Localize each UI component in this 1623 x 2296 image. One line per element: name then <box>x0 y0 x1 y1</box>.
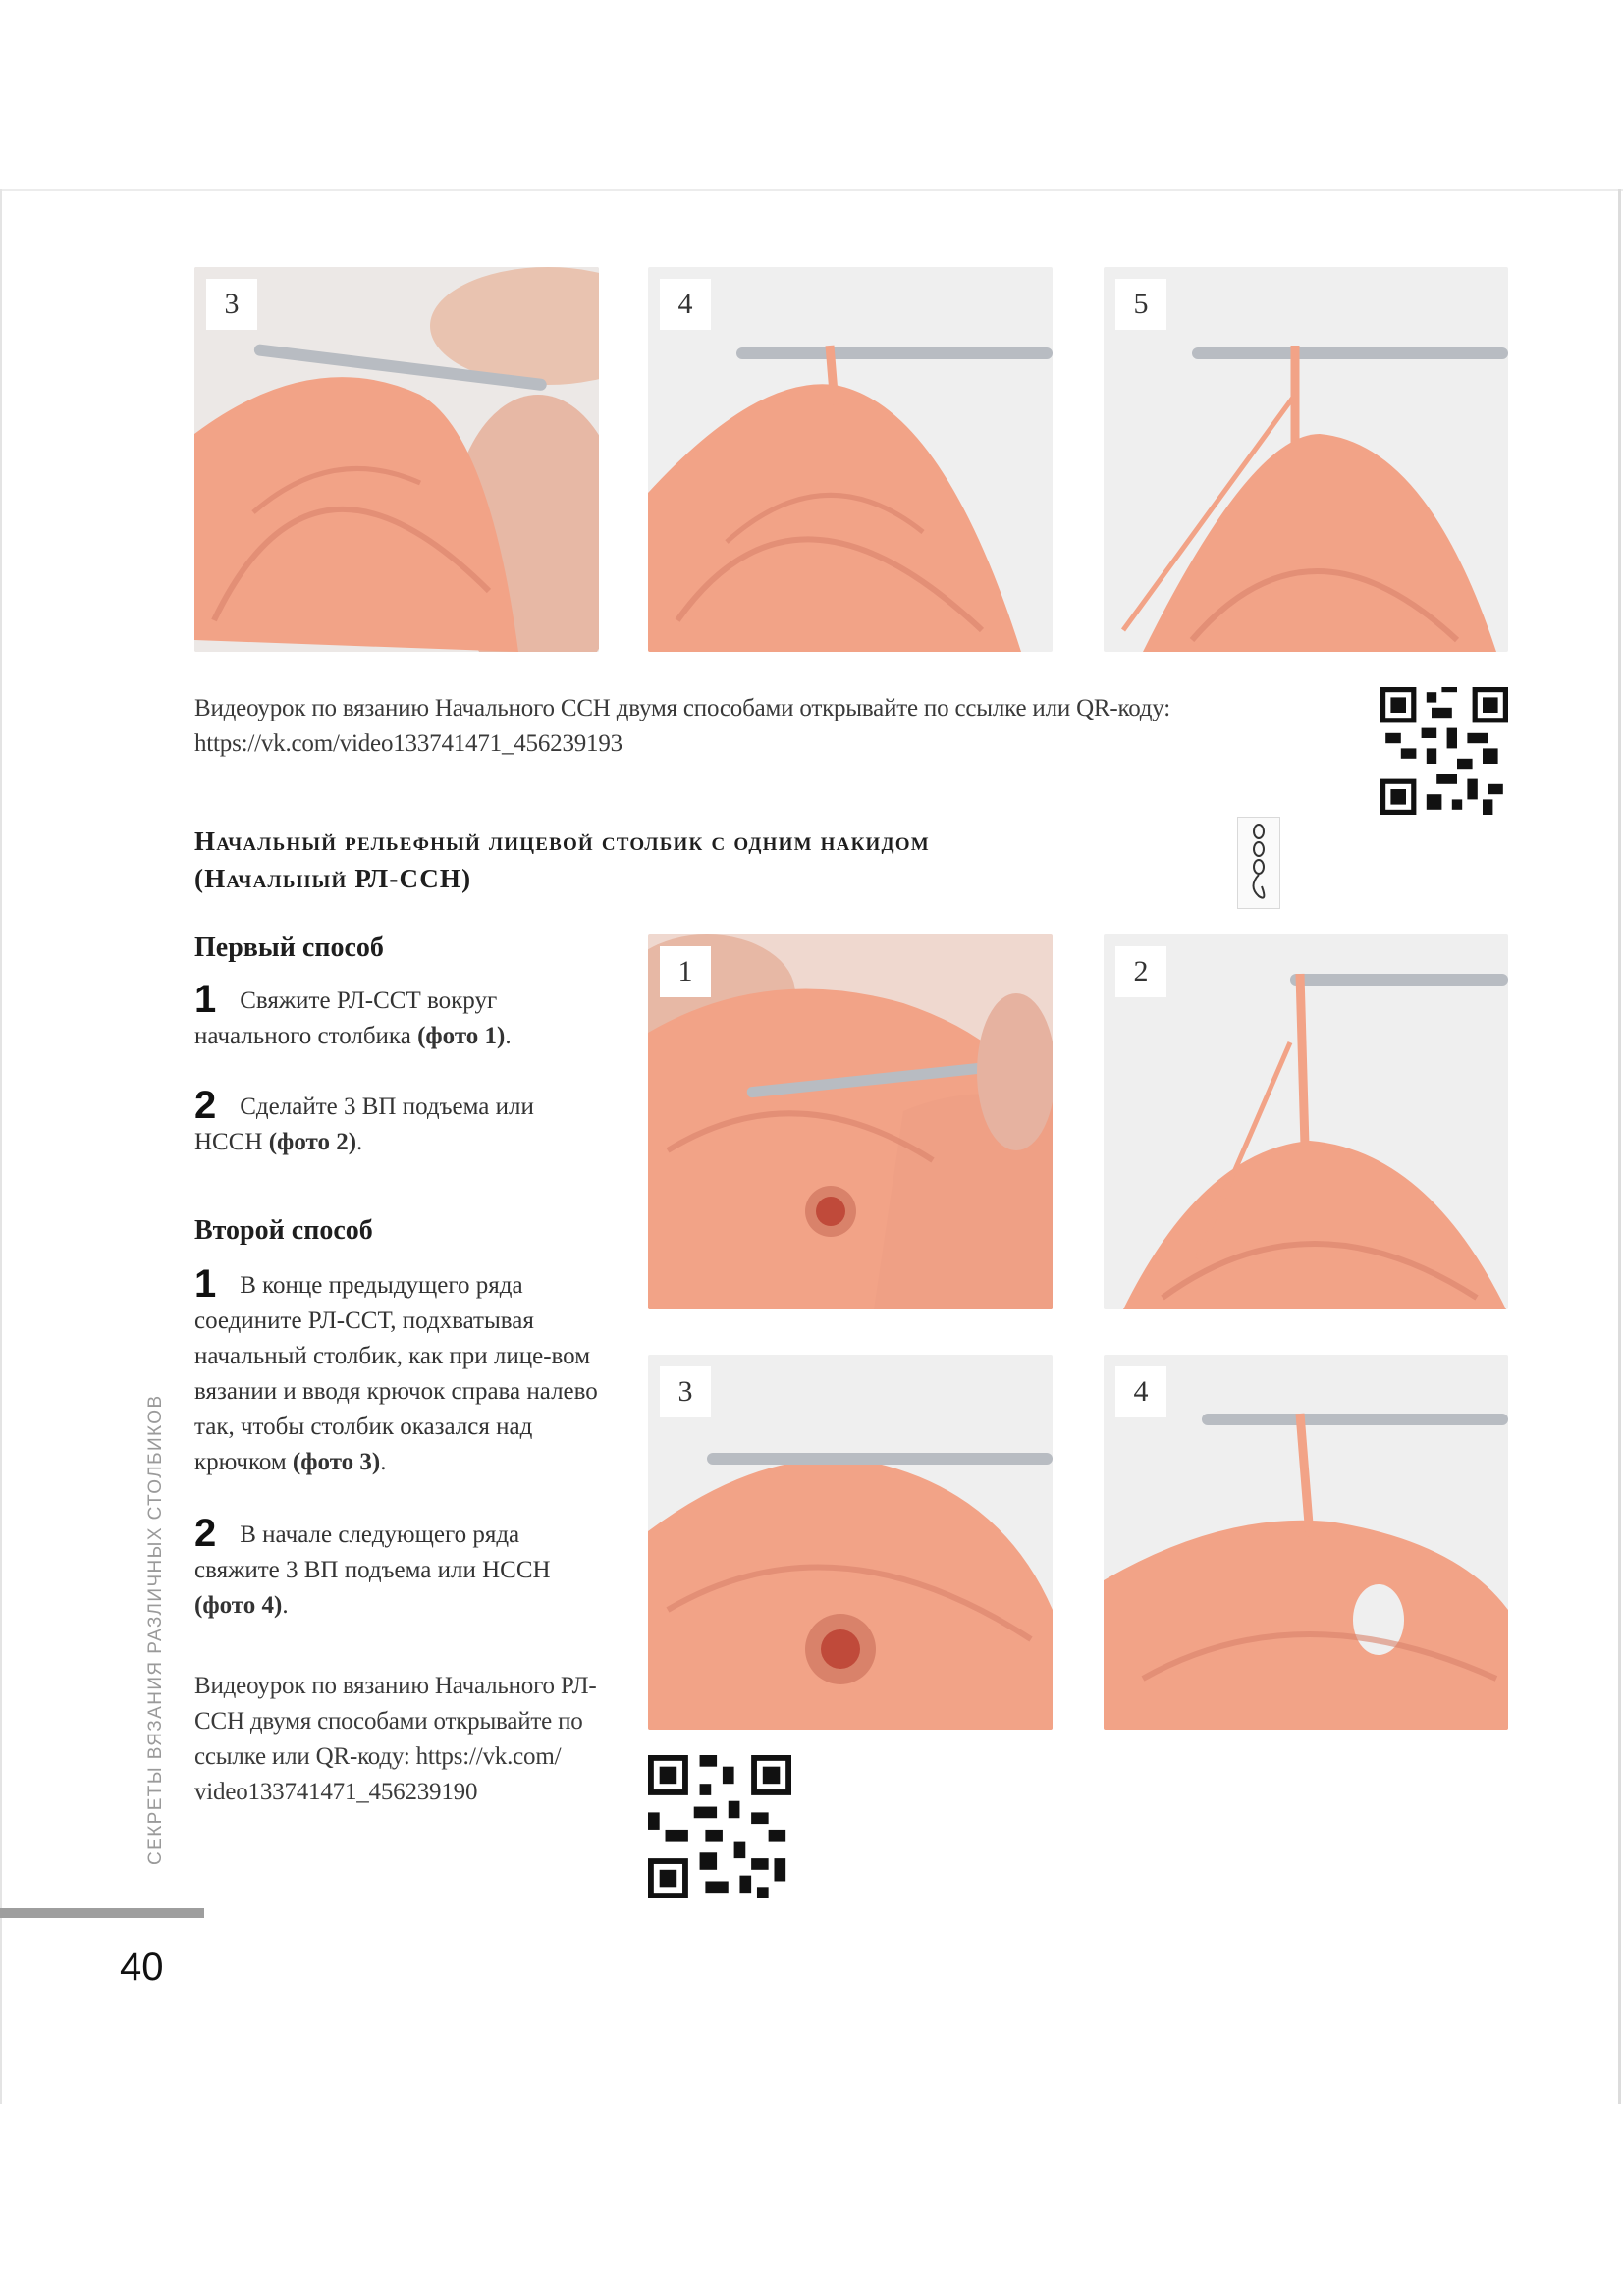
step-number: 2 <box>194 1084 217 1127</box>
photo-reference: (фото 3) <box>292 1449 381 1475</box>
photo-number: 2 <box>1115 946 1166 997</box>
photo-grid-3 <box>648 1355 1053 1730</box>
step-number: 2 <box>194 1512 217 1555</box>
page-edge-left <box>0 189 2 2104</box>
qr-code-1[interactable] <box>1380 687 1508 815</box>
qr-code-icon <box>1380 687 1508 815</box>
step-text: Сделайте 3 ВП подъема или НССН <box>194 1094 534 1155</box>
method-1-step-1 <box>194 978 607 1054</box>
photo-number: 3 <box>206 279 257 330</box>
photo-grid-1 <box>648 934 1053 1309</box>
method-2-heading: Второй способ <box>194 1215 373 1246</box>
section-title <box>194 823 1216 897</box>
video-caption-1 <box>194 691 1373 762</box>
caption-text: Видеоурок по вязанию Начального ССН двумя способами открывайте по ссылке или QR-коду: <box>194 695 1171 721</box>
photo-number: 1 <box>660 946 711 997</box>
step-end: . <box>380 1449 387 1475</box>
step-end: . <box>356 1129 363 1155</box>
page-number: 40 <box>120 1946 164 1989</box>
photo-number: 4 <box>660 279 711 330</box>
photo-reference: (фото 4) <box>194 1592 283 1619</box>
video-caption-2: Видеоурок по вязанию Начального РЛ-ССН двумя способами открывайте по ссылке или QR-коду: https://vk.com/ video133741471_456239190 <box>194 1673 597 1805</box>
photo-reference: (фото 1) <box>417 1023 506 1049</box>
photo-number: 3 <box>660 1366 711 1417</box>
step-end: . <box>505 1023 512 1049</box>
step-text: В конце предыдущего ряда соедините РЛ-ССТ, подхватывая начальный столбик, как при лице-вом вязании и вводя крючок справа налево так, чтобы столбик оказался над крючком <box>194 1272 598 1475</box>
photo-reference: (фото 2) <box>268 1129 357 1155</box>
section-title-line-2: (Начальный РЛ-ССН) <box>194 864 472 893</box>
method-1-step-2 <box>194 1084 607 1160</box>
photo-number: 5 <box>1115 279 1166 330</box>
video-link[interactable]: https://vk.com/video133741471_456239193 <box>194 730 622 757</box>
page-edge-right <box>1618 189 1621 2104</box>
method-2-step-2 <box>194 1512 607 1624</box>
photo-top-5 <box>1104 267 1508 652</box>
page-marker-bar <box>0 1908 204 1918</box>
step-text: В начале следующего ряда свяжите 3 ВП подъема или НССН <box>194 1522 551 1583</box>
sidebar-section-title: СЕКРЕТЫ ВЯЗАНИЯ РАЗЛИЧНЫХ СТОЛБИКОВ <box>145 1394 166 1865</box>
qr-code-icon <box>648 1755 791 1898</box>
photo-top-4 <box>648 267 1053 652</box>
photo-number: 4 <box>1115 1366 1166 1417</box>
method-2-step-1 <box>194 1262 607 1480</box>
section-title-line-1: Начальный рельефный лицевой столбик с одним накидом <box>194 827 930 856</box>
step-text: Свяжите РЛ-ССТ вокруг начального столбика <box>194 988 498 1049</box>
photo-grid-2 <box>1104 934 1508 1309</box>
step-number: 1 <box>194 1262 217 1306</box>
qr-code-2[interactable] <box>648 1755 791 1898</box>
stitch-symbol-icon <box>1237 817 1280 909</box>
photo-top-3 <box>194 267 599 652</box>
step-end: . <box>282 1592 289 1619</box>
photo-grid-4 <box>1104 1355 1508 1730</box>
step-number: 1 <box>194 978 217 1021</box>
method-1-heading: Первый способ <box>194 933 384 963</box>
